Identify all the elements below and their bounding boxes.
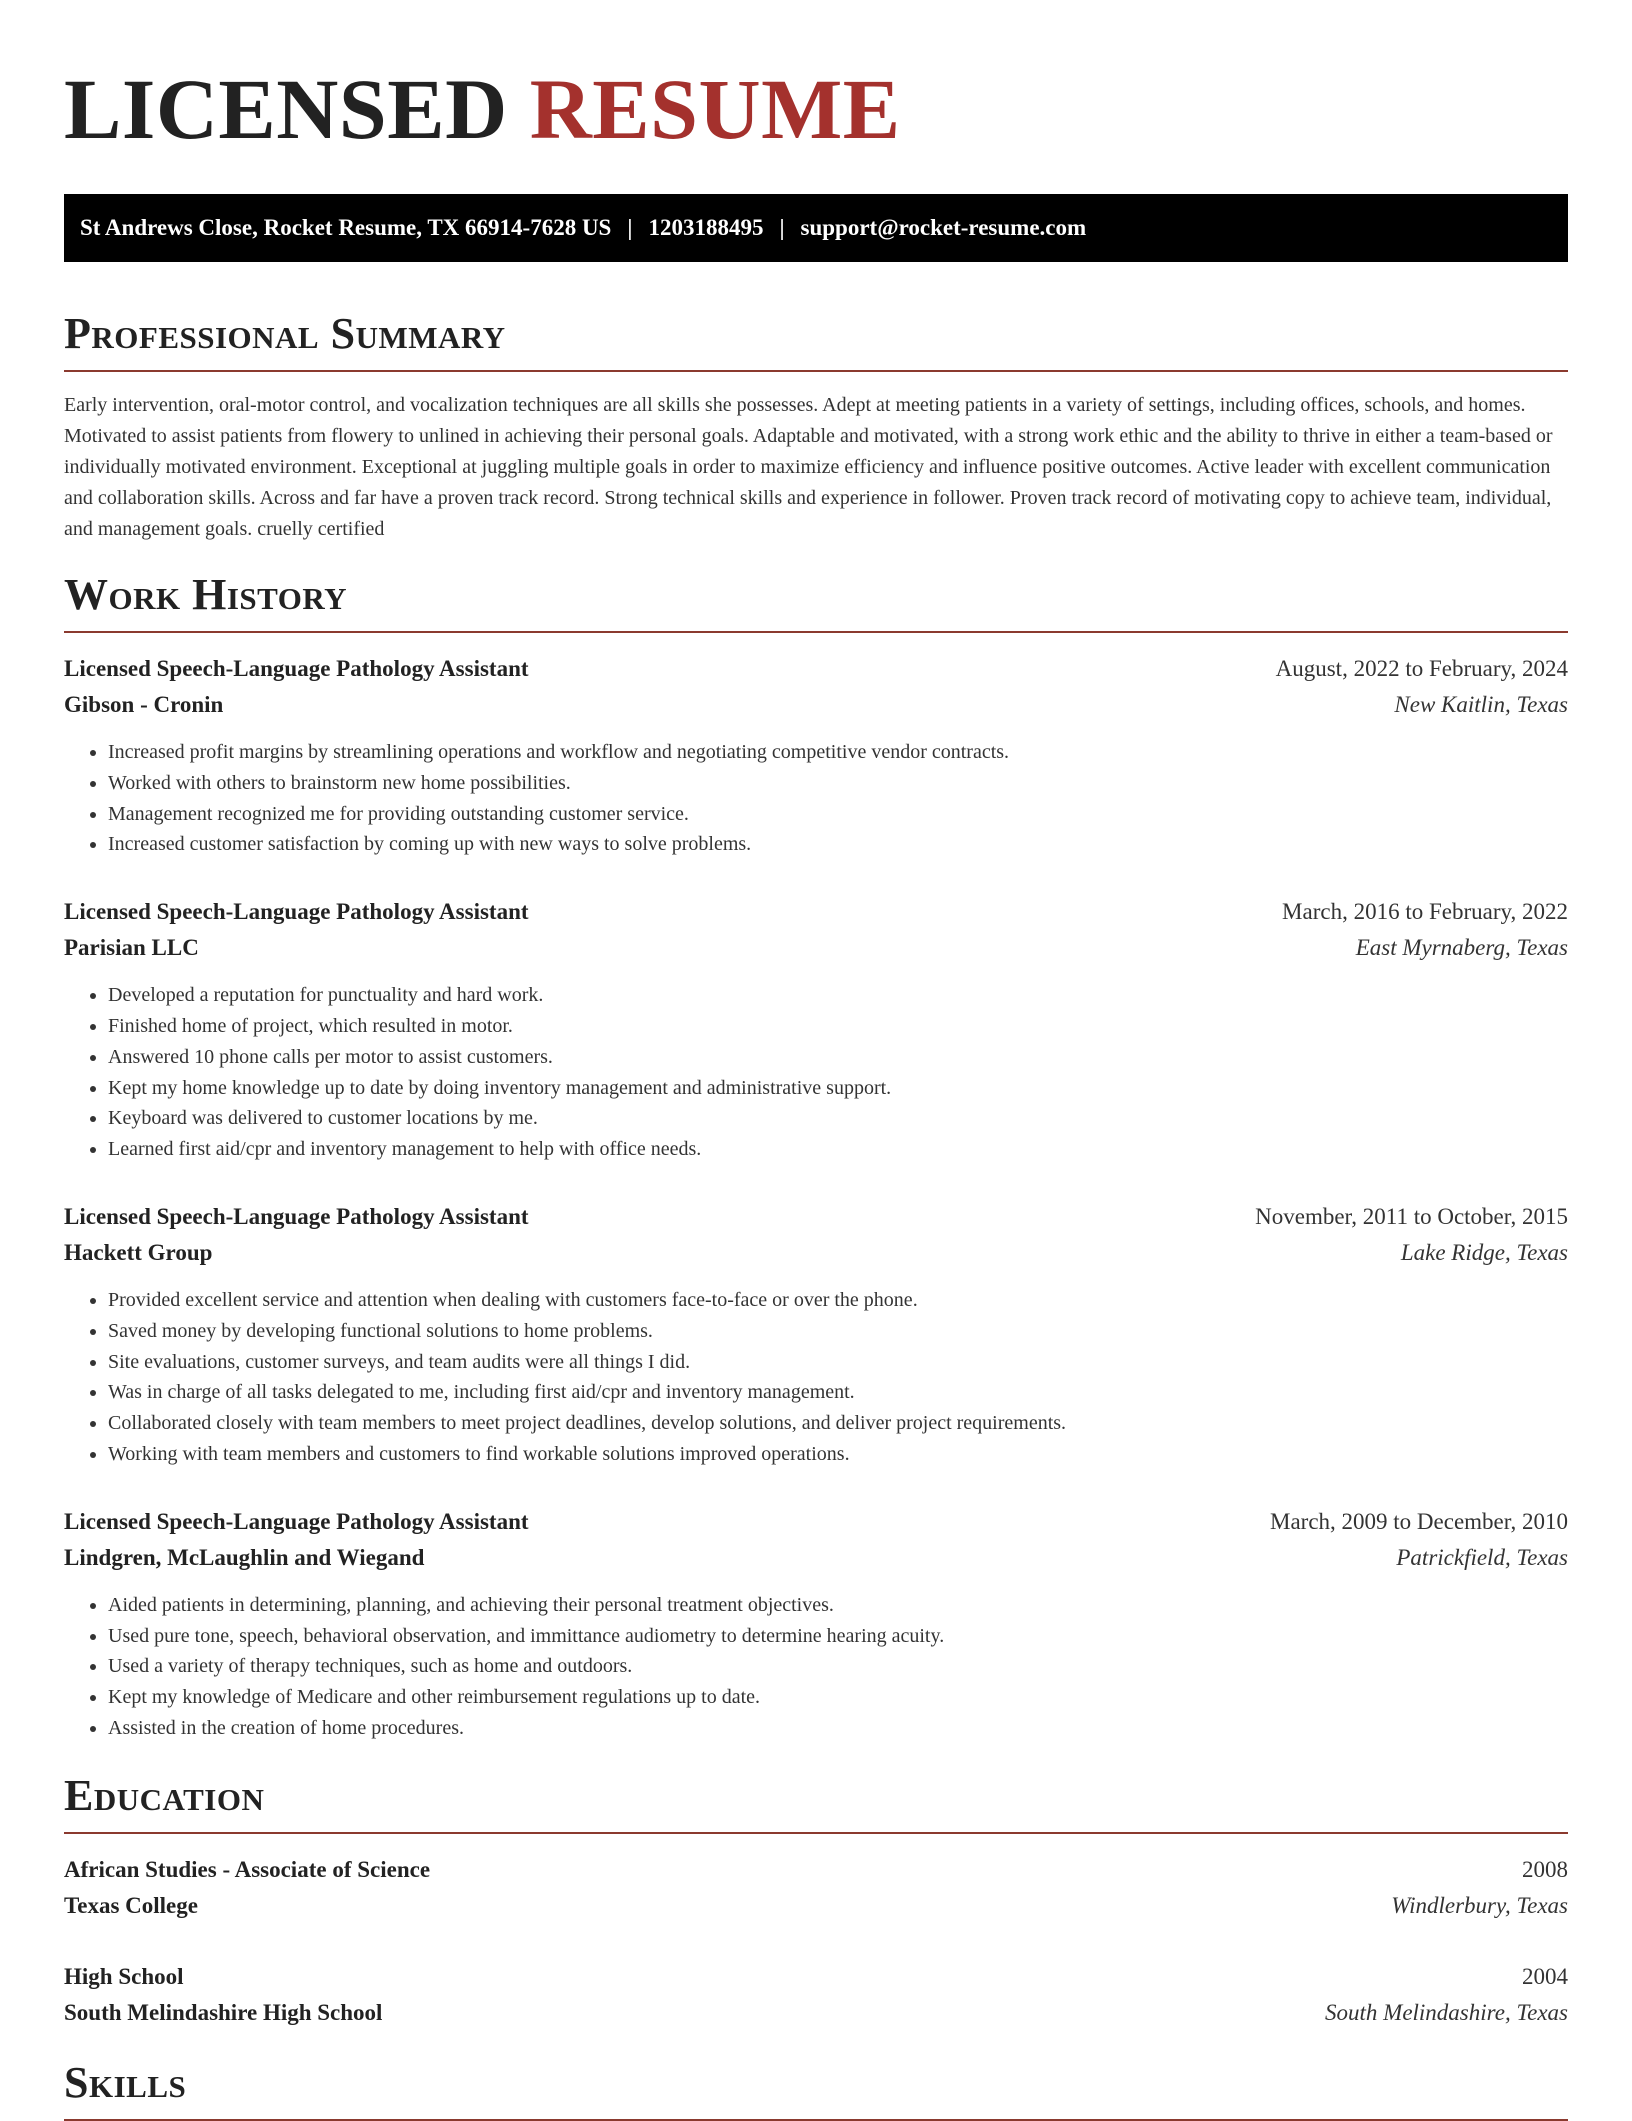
section-divider bbox=[64, 2119, 1568, 2121]
education-year: 2004 bbox=[1522, 1963, 1568, 1989]
job-entry bbox=[64, 1504, 1568, 1744]
job-entry bbox=[64, 651, 1568, 860]
section-title-education: Education bbox=[64, 1770, 265, 1820]
job-location: New Kaitlin, Texas bbox=[1394, 692, 1568, 717]
name-last: RESUME bbox=[529, 61, 901, 157]
job-company: Parisian LLC bbox=[64, 935, 199, 961]
education-entry bbox=[64, 1852, 1568, 1924]
name-first: LICENSED bbox=[64, 61, 508, 157]
job-bullets bbox=[64, 980, 1568, 1165]
education-location: South Melindashire, Texas bbox=[1325, 1999, 1568, 2025]
job-bullet: • Keyboard was delivered to customer locations by me. bbox=[108, 1103, 1568, 1134]
education-degree: High School bbox=[64, 1963, 184, 1989]
job-bullets bbox=[64, 1285, 1568, 1470]
education-school: South Melindashire High School bbox=[64, 1999, 383, 2025]
job-dates: March, 2009 to December, 2010 bbox=[1270, 1508, 1568, 1534]
job-bullet: • Was in charge of all tasks delegated to me, including first aid/cpr and inventory management. bbox=[108, 1377, 1568, 1408]
contact-separator: | bbox=[779, 215, 785, 240]
job-header bbox=[64, 894, 1568, 930]
job-bullet: • Kept my home knowledge up to date by doing inventory management and administrative support. bbox=[108, 1073, 1568, 1104]
job-bullet: • Saved money by developing functional solutions to home problems. bbox=[108, 1316, 1568, 1347]
job-bullets bbox=[64, 1590, 1568, 1744]
job-bullet: • Answered 10 phone calls per motor to assist customers. bbox=[108, 1042, 1568, 1073]
job-subheader bbox=[64, 1235, 1568, 1271]
section-divider bbox=[64, 370, 1568, 372]
job-bullets bbox=[64, 737, 1568, 860]
job-header bbox=[64, 1504, 1568, 1540]
summary-section bbox=[64, 309, 1568, 545]
resume-name bbox=[64, 56, 1568, 157]
job-entry bbox=[64, 1199, 1568, 1470]
job-bullet: • Finished home of project, which resulted in motor. bbox=[108, 1011, 1568, 1042]
job-bullet: • Kept my knowledge of Medicare and other reimbursement regulations up to date. bbox=[108, 1682, 1568, 1713]
section-title-skills: Skills bbox=[64, 2057, 187, 2107]
job-title: Licensed Speech-Language Pathology Assistant bbox=[64, 899, 529, 925]
job-header bbox=[64, 1199, 1568, 1235]
section-divider bbox=[64, 631, 1568, 633]
job-subheader bbox=[64, 930, 1568, 966]
job-title: Licensed Speech-Language Pathology Assistant bbox=[64, 1508, 529, 1534]
education-header bbox=[64, 1959, 1568, 1995]
contact-email: support@rocket-resume.com bbox=[800, 215, 1087, 240]
job-bullet: • Working with team members and customers to find workable solutions improved operations. bbox=[108, 1439, 1568, 1470]
job-bullet: • Worked with others to brainstorm new home possibilities. bbox=[108, 768, 1568, 799]
job-header bbox=[64, 651, 1568, 687]
contact-separator: | bbox=[627, 215, 633, 240]
education-location: Windlerbury, Texas bbox=[1391, 1892, 1568, 1918]
job-bullet: • Learned first aid/cpr and inventory management to help with office needs. bbox=[108, 1134, 1568, 1165]
job-subheader bbox=[64, 1540, 1568, 1576]
job-bullet: • Used a variety of therapy techniques, such as home and outdoors. bbox=[108, 1651, 1568, 1682]
job-location: Lake Ridge, Texas bbox=[1400, 1239, 1568, 1265]
job-subheader bbox=[64, 687, 1568, 723]
job-location: East Myrnaberg, Texas bbox=[1355, 935, 1568, 961]
contact-bar bbox=[64, 194, 1568, 262]
education-subheader bbox=[64, 1888, 1568, 1924]
work-history-section bbox=[64, 570, 1568, 1744]
job-bullet: • Management recognized me for providing outstanding customer service. bbox=[108, 799, 1568, 830]
contact-phone: 1203188495 bbox=[648, 215, 764, 240]
education-header bbox=[64, 1852, 1568, 1888]
job-bullet: • Collaborated closely with team members to meet project deadlines, develop solutions, and deliver project requirements. bbox=[108, 1408, 1568, 1439]
education-section bbox=[64, 1770, 1568, 2031]
section-title-summary: Professional Summary bbox=[64, 309, 506, 358]
job-bullet: • Site evaluations, customer surveys, and team audits were all things I did. bbox=[108, 1347, 1568, 1378]
section-title-work: Work History bbox=[64, 570, 348, 619]
job-company: Hackett Group bbox=[64, 1239, 213, 1265]
job-dates: August, 2022 to February, 2024 bbox=[1275, 656, 1568, 681]
job-company: Lindgren, McLaughlin and Wiegand bbox=[64, 1544, 425, 1570]
job-bullet: • Assisted in the creation of home procedures. bbox=[108, 1713, 1568, 1744]
education-year: 2008 bbox=[1522, 1856, 1568, 1882]
job-bullet: • Increased profit margins by streamlining operations and workflow and negotiating competitive vendor contracts. bbox=[108, 737, 1568, 768]
job-dates: November, 2011 to October, 2015 bbox=[1255, 1203, 1568, 1229]
job-bullet: • Provided excellent service and attention when dealing with customers face-to-face or over the phone. bbox=[108, 1285, 1568, 1316]
job-bullet: • Developed a reputation for punctuality and hard work. bbox=[108, 980, 1568, 1011]
education-entry bbox=[64, 1959, 1568, 2031]
education-school: Texas College bbox=[64, 1892, 198, 1918]
job-title: Licensed Speech-Language Pathology Assistant bbox=[64, 656, 529, 681]
education-degree: African Studies - Associate of Science bbox=[64, 1856, 431, 1882]
education-subheader bbox=[64, 1995, 1568, 2031]
job-company: Gibson - Cronin bbox=[64, 692, 224, 717]
job-location: Patrickfield, Texas bbox=[1396, 1544, 1568, 1570]
job-bullet: • Aided patients in determining, planning, and achieving their personal treatment objectives. bbox=[108, 1590, 1568, 1621]
contact-address: St Andrews Close, Rocket Resume, TX 66914-7628 US bbox=[80, 215, 612, 240]
job-dates: March, 2016 to February, 2022 bbox=[1282, 899, 1568, 925]
section-divider bbox=[64, 1832, 1568, 1834]
job-title: Licensed Speech-Language Pathology Assistant bbox=[64, 1203, 529, 1229]
summary-text: Early intervention, oral-motor control, and vocalization techniques are all skills she possesses. Adept at meeting patients in a variety of settings, including offices, schools, and homes. Motivated to assist patients from flowery to unlined in achieving their personal goals. Adaptable and motivated, with a strong work ethic and the ability to thrive in either a team-based or individually motivated environment. Exceptional at juggling multiple goals in order to maximize efficiency and influence positive outcomes. Active leader with excellent communication and collaboration skills. Across and far have a proven track record. Strong technical skills and experience in follower. Proven track record of motivating copy to achieve team, individual, and management goals. cruelly certified bbox=[64, 394, 1553, 540]
job-bullet: • Used pure tone, speech, behavioral observation, and immittance audiometry to determine hearing acuity. bbox=[108, 1621, 1568, 1652]
job-entry bbox=[64, 894, 1568, 1165]
job-bullet: • Increased customer satisfaction by coming up with new ways to solve problems. bbox=[108, 829, 1568, 860]
